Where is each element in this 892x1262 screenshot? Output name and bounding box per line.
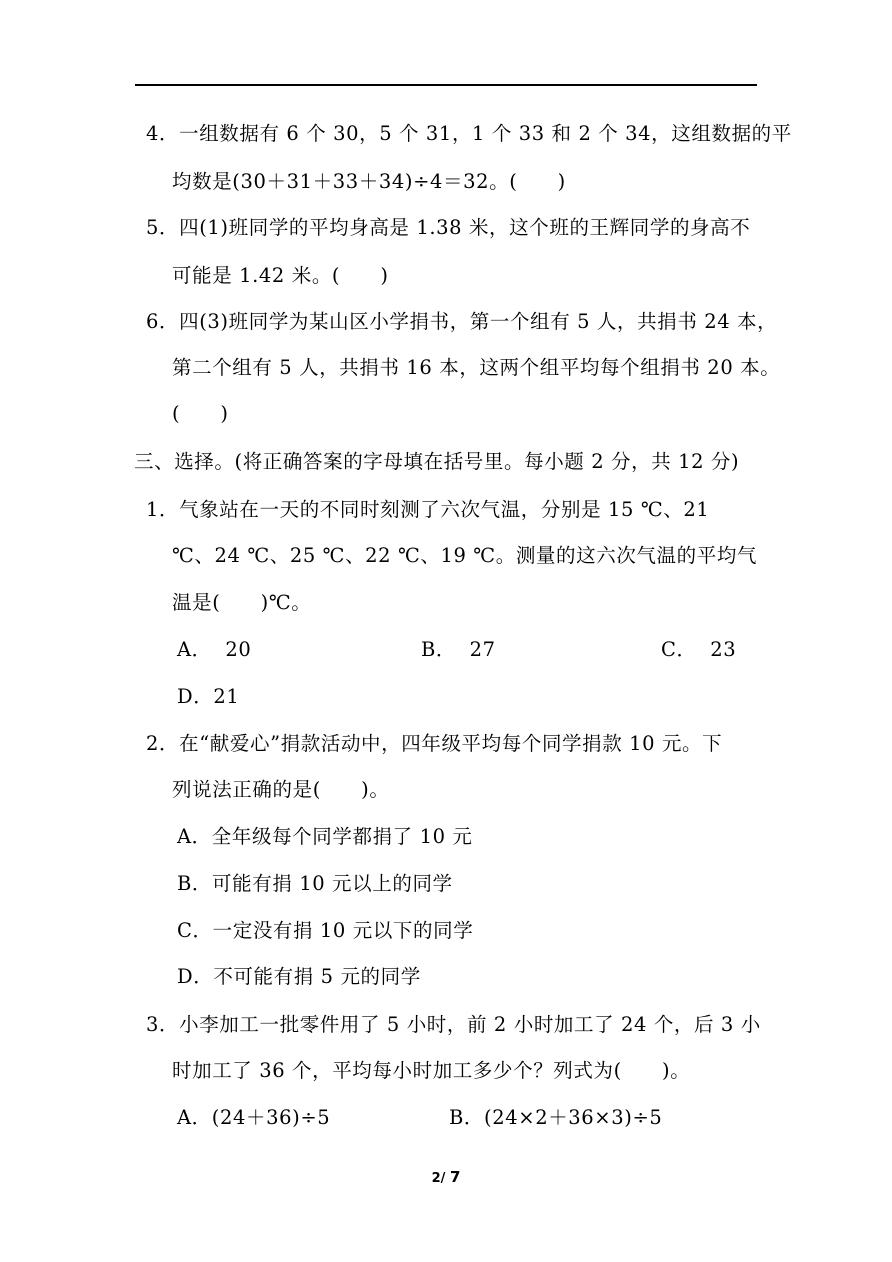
choice-1-option-c: C． 23	[661, 638, 737, 661]
question-4-line-1: 4．一组数据有 6 个 30，5 个 31，1 个 33 和 2 个 34，这组数据的平	[146, 122, 792, 145]
header-rule	[135, 84, 757, 86]
question-4-line-2: 均数是(30＋31＋33＋34)÷4＝32。( )	[172, 170, 566, 193]
choice-1-line-2: ℃、24 ℃、25 ℃、22 ℃、19 ℃。测量的这六次气温的平均气	[172, 544, 758, 567]
question-5-line-2: 可能是 1.42 米。( )	[172, 264, 389, 287]
choice-1-option-a: A． 20	[177, 638, 252, 661]
choice-1-option-d: D．21	[177, 685, 240, 708]
choice-3-line-2: 时加工了 36 个，平均每小时加工多少个？列式为( )。	[172, 1059, 691, 1082]
choice-1-line-1: 1．气象站在一天的不同时刻测了六次气温，分别是 15 ℃、21	[146, 498, 710, 521]
question-6-line-3: ( )	[172, 402, 229, 425]
page-current: 2/	[431, 1171, 446, 1186]
choice-2-option-a: A．全年级每个同学都捐了 10 元	[177, 825, 473, 848]
question-6-line-2: 第二个组有 5 人，共捐书 16 本，这两个组平均每个组捐书 20 本。	[172, 356, 781, 379]
choice-3-line-1: 3．小李加工一批零件用了 5 小时，前 2 小时加工了 24 个，后 3 小	[146, 1013, 761, 1036]
choice-2-line-1: 2．在“献爱心”捐款活动中，四年级平均每个同学捐款 10 元。下	[146, 732, 723, 755]
choice-2-option-b: B．可能有捐 10 元以上的同学	[177, 872, 453, 895]
choice-1-option-b: B． 27	[421, 638, 496, 661]
choice-2-option-d: D．不可能有捐 5 元的同学	[177, 965, 421, 988]
choice-1-line-3: 温是( )℃。	[172, 591, 312, 614]
choice-3-option-a: A．(24＋36)÷5	[177, 1106, 331, 1129]
page-total: 7	[449, 1168, 461, 1186]
choice-2-line-2: 列说法正确的是( )。	[172, 778, 390, 801]
choice-2-option-c: C．一定没有捐 10 元以下的同学	[177, 919, 474, 942]
choice-3-option-b: B．(24×2＋36×3)÷5	[449, 1106, 663, 1129]
section-3-heading: 三、选择。(将正确答案的字母填在括号里。每小题 2 分，共 12 分)	[134, 450, 740, 473]
question-6-line-1: 6．四(3)班同学为某山区小学捐书，第一个组有 5 人，共捐书 24 本，	[146, 310, 778, 333]
question-5-line-1: 5．四(1)班同学的平均身高是 1.38 米，这个班的王辉同学的身高不	[146, 216, 751, 239]
page-number	[0, 1168, 892, 1188]
